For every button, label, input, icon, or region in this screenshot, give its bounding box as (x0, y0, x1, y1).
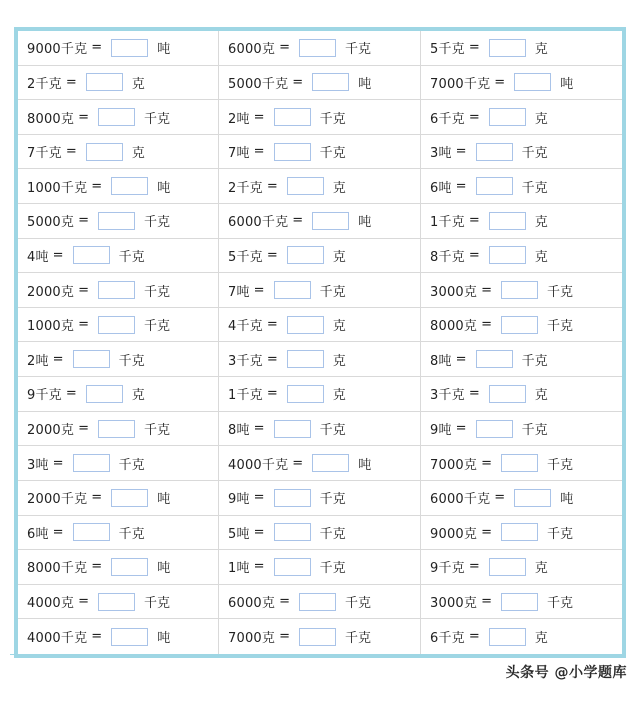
target-unit: 克 (534, 42, 548, 58)
target-unit: 千克 (547, 284, 574, 300)
target-unit: 吨 (157, 631, 171, 647)
equals-sign: = (253, 109, 265, 125)
equals-sign: = (78, 594, 89, 610)
problem-cell (219, 31, 421, 66)
equals-sign: = (52, 524, 64, 540)
equals-sign: = (91, 559, 103, 575)
equals-sign: = (266, 317, 278, 333)
answer-input[interactable] (501, 523, 538, 541)
target-unit: 千克 (118, 249, 145, 265)
problem-quantity: 3000克 (430, 596, 478, 612)
problem-cell (18, 308, 219, 343)
target-unit: 千克 (144, 284, 171, 300)
problem-cell (219, 516, 421, 551)
problem-quantity: 6000千克 (430, 492, 491, 508)
problem-cell (219, 273, 421, 308)
answer-input[interactable] (501, 593, 538, 611)
answer-input[interactable] (98, 212, 135, 230)
problem-quantity: 9千克 (27, 388, 62, 404)
equals-sign: = (52, 247, 64, 263)
equals-sign: = (279, 40, 290, 56)
equals-sign: = (494, 74, 506, 90)
target-unit: 克 (332, 388, 346, 404)
watermark: 头条号 @小学题库 (505, 665, 627, 681)
answer-input[interactable] (476, 420, 513, 438)
problem-quantity: 8000千克 (27, 561, 88, 577)
answer-input[interactable] (274, 143, 311, 161)
equals-sign: = (52, 351, 64, 367)
target-unit: 千克 (144, 319, 171, 335)
answer-input[interactable] (476, 143, 513, 161)
target-unit: 克 (131, 388, 145, 404)
answer-input[interactable] (514, 489, 551, 507)
answer-input[interactable] (274, 420, 311, 438)
target-unit: 千克 (345, 596, 372, 612)
target-unit: 千克 (118, 353, 145, 369)
target-unit: 千克 (144, 111, 171, 127)
answer-input[interactable] (476, 177, 513, 195)
equals-sign: = (253, 282, 265, 298)
problem-cell (219, 308, 421, 343)
problem-quantity: 7000克 (430, 457, 478, 473)
answer-input[interactable] (299, 628, 336, 646)
problem-quantity: 8千克 (430, 249, 465, 265)
target-unit: 克 (534, 111, 548, 127)
answer-input[interactable] (274, 558, 311, 576)
problem-quantity: 3千克 (228, 353, 263, 369)
answer-input[interactable] (111, 177, 148, 195)
problem-cell (421, 550, 622, 585)
equals-sign: = (292, 74, 304, 90)
equals-sign: = (91, 178, 103, 194)
answer-input[interactable] (489, 558, 526, 576)
problem-cell (421, 619, 622, 654)
problem-cell (421, 239, 622, 274)
answer-input[interactable] (98, 108, 135, 126)
equals-sign: = (468, 629, 480, 645)
problem-quantity: 5000克 (27, 215, 75, 231)
answer-input[interactable] (86, 143, 123, 161)
target-unit: 千克 (319, 561, 346, 577)
target-unit: 吨 (560, 492, 574, 508)
problem-quantity: 7000千克 (430, 76, 491, 92)
equals-sign: = (455, 351, 467, 367)
answer-input[interactable] (111, 39, 148, 57)
problem-quantity: 8吨 (228, 423, 250, 439)
target-unit: 吨 (157, 42, 171, 58)
target-unit: 吨 (358, 457, 372, 473)
answer-input[interactable] (111, 628, 148, 646)
answer-input[interactable] (98, 420, 135, 438)
answer-input[interactable] (73, 246, 110, 264)
equals-sign: = (468, 386, 480, 402)
answer-input[interactable] (86, 73, 123, 91)
problem-cell (421, 135, 622, 170)
problem-cell (421, 446, 622, 481)
equals-sign: = (468, 559, 480, 575)
equals-sign: = (266, 247, 278, 263)
problem-cell (219, 481, 421, 516)
problem-quantity: 5000千克 (228, 76, 289, 92)
equals-sign: = (468, 213, 480, 229)
problem-quantity: 2000克 (27, 423, 75, 439)
problem-quantity: 9吨 (228, 492, 250, 508)
target-unit: 克 (131, 146, 145, 162)
target-unit: 千克 (319, 526, 346, 542)
problem-cell (421, 377, 622, 412)
problem-cell (219, 239, 421, 274)
target-unit: 千克 (521, 423, 548, 439)
answer-input[interactable] (489, 108, 526, 126)
problem-cell (18, 169, 219, 204)
answer-input[interactable] (514, 73, 551, 91)
problem-cell (219, 619, 421, 654)
equals-sign: = (266, 386, 278, 402)
answer-input[interactable] (287, 246, 324, 264)
answer-input[interactable] (111, 489, 148, 507)
problem-cell (421, 481, 622, 516)
target-unit: 吨 (157, 492, 171, 508)
answer-input[interactable] (98, 593, 135, 611)
problem-quantity: 2000千克 (27, 492, 88, 508)
equals-sign: = (494, 490, 506, 506)
problem-cell (219, 585, 421, 620)
target-unit: 克 (534, 561, 548, 577)
equals-sign: = (253, 144, 265, 160)
equals-sign: = (52, 455, 64, 471)
problem-quantity: 1000克 (27, 319, 75, 335)
target-unit: 千克 (144, 423, 171, 439)
problem-quantity: 4吨 (27, 249, 49, 265)
answer-input[interactable] (501, 316, 538, 334)
answer-input[interactable] (287, 350, 324, 368)
answer-input[interactable] (274, 523, 311, 541)
problem-cell (18, 342, 219, 377)
target-unit: 千克 (319, 423, 346, 439)
target-unit: 千克 (547, 526, 574, 542)
problem-quantity: 2吨 (228, 111, 250, 127)
problem-quantity: 4000克 (27, 596, 75, 612)
equals-sign: = (455, 144, 467, 160)
problem-quantity: 6000克 (228, 42, 276, 58)
equals-sign: = (279, 594, 290, 610)
equals-sign: = (481, 317, 492, 333)
equals-sign: = (481, 282, 492, 298)
problem-quantity: 2千克 (27, 76, 62, 92)
answer-input[interactable] (274, 108, 311, 126)
problem-cell (219, 446, 421, 481)
equals-sign: = (65, 74, 77, 90)
target-unit: 千克 (144, 215, 171, 231)
equals-sign: = (253, 490, 265, 506)
equals-sign: = (468, 109, 480, 125)
problem-quantity: 5千克 (228, 249, 263, 265)
target-unit: 千克 (521, 146, 548, 162)
answer-input[interactable] (489, 39, 526, 57)
answer-input[interactable] (73, 523, 110, 541)
problem-cell (18, 239, 219, 274)
answer-input[interactable] (299, 593, 336, 611)
answer-input[interactable] (501, 281, 538, 299)
equals-sign: = (455, 178, 467, 194)
problem-cell (421, 204, 622, 239)
problem-cell (219, 169, 421, 204)
target-unit: 千克 (547, 319, 574, 335)
target-unit: 千克 (521, 180, 548, 196)
problem-quantity: 3吨 (27, 457, 49, 473)
problem-quantity: 5吨 (228, 526, 250, 542)
problem-quantity: 8000克 (430, 319, 478, 335)
equals-sign: = (91, 490, 103, 506)
target-unit: 克 (332, 249, 346, 265)
problem-quantity: 6000克 (228, 596, 276, 612)
target-unit: 克 (534, 388, 548, 404)
problem-cell (421, 585, 622, 620)
worksheet (14, 27, 626, 658)
problem-cell (18, 585, 219, 620)
target-unit: 千克 (118, 526, 145, 542)
target-unit: 克 (131, 76, 145, 92)
problem-quantity: 9千克 (430, 561, 465, 577)
problem-cell (421, 412, 622, 447)
target-unit: 克 (332, 319, 346, 335)
problem-cell (421, 31, 622, 66)
equals-sign: = (292, 455, 304, 471)
target-unit: 克 (534, 249, 548, 265)
problem-quantity: 6千克 (430, 631, 465, 647)
problem-quantity: 1000千克 (27, 180, 88, 196)
problem-cell (421, 66, 622, 101)
problem-cell (219, 412, 421, 447)
target-unit: 千克 (319, 284, 346, 300)
equals-sign: = (78, 421, 89, 437)
problem-cell (421, 273, 622, 308)
answer-input[interactable] (489, 246, 526, 264)
equals-sign: = (468, 247, 480, 263)
answer-input[interactable] (501, 454, 538, 472)
problem-quantity: 4000千克 (228, 457, 289, 473)
target-unit: 克 (332, 353, 346, 369)
problem-quantity: 4000千克 (27, 631, 88, 647)
sheet-edge-line (10, 654, 20, 655)
answer-input[interactable] (73, 454, 110, 472)
target-unit: 千克 (345, 42, 372, 58)
problem-cell (18, 412, 219, 447)
equals-sign: = (266, 178, 278, 194)
equals-sign: = (481, 524, 492, 540)
answer-input[interactable] (476, 350, 513, 368)
problem-quantity: 1千克 (430, 215, 465, 231)
problem-quantity: 6吨 (430, 180, 452, 196)
problem-cell (18, 66, 219, 101)
problem-quantity: 6千克 (430, 111, 465, 127)
problem-cell (18, 619, 219, 654)
problem-quantity: 8000克 (27, 111, 75, 127)
target-unit: 吨 (157, 180, 171, 196)
equals-sign: = (78, 213, 89, 229)
problem-quantity: 8吨 (430, 353, 452, 369)
target-unit: 千克 (345, 631, 372, 647)
problem-cell (18, 550, 219, 585)
target-unit: 千克 (319, 492, 346, 508)
equals-sign: = (481, 594, 492, 610)
problem-quantity: 1吨 (228, 561, 250, 577)
answer-input[interactable] (489, 385, 526, 403)
answer-input[interactable] (86, 385, 123, 403)
target-unit: 吨 (358, 215, 372, 231)
problem-quantity: 6000千克 (228, 215, 289, 231)
target-unit: 吨 (358, 76, 372, 92)
problem-quantity: 9000克 (430, 526, 478, 542)
problem-cell (219, 550, 421, 585)
problem-quantity: 3吨 (430, 146, 452, 162)
problem-cell (18, 273, 219, 308)
problem-cell (421, 169, 622, 204)
equals-sign: = (65, 144, 77, 160)
problem-grid (18, 31, 622, 654)
answer-input[interactable] (98, 281, 135, 299)
problem-quantity: 7吨 (228, 146, 250, 162)
problem-cell (421, 308, 622, 343)
equals-sign: = (91, 40, 103, 56)
answer-input[interactable] (287, 316, 324, 334)
problem-cell (219, 342, 421, 377)
equals-sign: = (91, 629, 103, 645)
problem-quantity: 7吨 (228, 284, 250, 300)
answer-input[interactable] (287, 177, 324, 195)
target-unit: 吨 (157, 561, 171, 577)
answer-input[interactable] (73, 350, 110, 368)
answer-input[interactable] (274, 489, 311, 507)
problem-cell (18, 377, 219, 412)
answer-input[interactable] (312, 454, 349, 472)
problem-cell (18, 516, 219, 551)
equals-sign: = (266, 351, 278, 367)
target-unit: 克 (534, 215, 548, 231)
equals-sign: = (253, 421, 265, 437)
target-unit: 千克 (118, 457, 145, 473)
target-unit: 吨 (560, 76, 574, 92)
answer-input[interactable] (312, 212, 349, 230)
answer-input[interactable] (274, 281, 311, 299)
problem-quantity: 2千克 (228, 180, 263, 196)
problem-cell (219, 204, 421, 239)
target-unit: 千克 (319, 146, 346, 162)
equals-sign: = (78, 109, 89, 125)
problem-quantity: 7千克 (27, 146, 62, 162)
answer-input[interactable] (299, 39, 336, 57)
equals-sign: = (481, 455, 492, 471)
answer-input[interactable] (111, 558, 148, 576)
answer-input[interactable] (489, 628, 526, 646)
problem-quantity: 3千克 (430, 388, 465, 404)
equals-sign: = (279, 629, 290, 645)
answer-input[interactable] (287, 385, 324, 403)
equals-sign: = (253, 559, 265, 575)
problem-quantity: 9000千克 (27, 42, 88, 58)
equals-sign: = (65, 386, 77, 402)
problem-cell (219, 66, 421, 101)
problem-quantity: 2吨 (27, 353, 49, 369)
problem-quantity: 1千克 (228, 388, 263, 404)
problem-quantity: 9吨 (430, 423, 452, 439)
problem-cell (219, 135, 421, 170)
problem-cell (18, 31, 219, 66)
problem-cell (18, 204, 219, 239)
problem-quantity: 6吨 (27, 526, 49, 542)
problem-quantity: 7000克 (228, 631, 276, 647)
answer-input[interactable] (98, 316, 135, 334)
problem-cell (18, 446, 219, 481)
answer-input[interactable] (312, 73, 349, 91)
problem-cell (219, 377, 421, 412)
problem-cell (421, 100, 622, 135)
target-unit: 千克 (547, 457, 574, 473)
problem-cell (219, 100, 421, 135)
problem-quantity: 2000克 (27, 284, 75, 300)
problem-quantity: 5千克 (430, 42, 465, 58)
equals-sign: = (468, 40, 480, 56)
problem-cell (421, 516, 622, 551)
target-unit: 千克 (144, 596, 171, 612)
problem-cell (18, 481, 219, 516)
target-unit: 千克 (547, 596, 574, 612)
target-unit: 克 (534, 631, 548, 647)
target-unit: 千克 (521, 353, 548, 369)
equals-sign: = (455, 421, 467, 437)
answer-input[interactable] (489, 212, 526, 230)
problem-cell (18, 100, 219, 135)
equals-sign: = (292, 213, 304, 229)
problem-quantity: 3000克 (430, 284, 478, 300)
problem-cell (18, 135, 219, 170)
target-unit: 克 (332, 180, 346, 196)
equals-sign: = (78, 317, 89, 333)
problem-cell (421, 342, 622, 377)
problem-quantity: 4千克 (228, 319, 263, 335)
equals-sign: = (78, 282, 89, 298)
equals-sign: = (253, 524, 265, 540)
target-unit: 千克 (319, 111, 346, 127)
